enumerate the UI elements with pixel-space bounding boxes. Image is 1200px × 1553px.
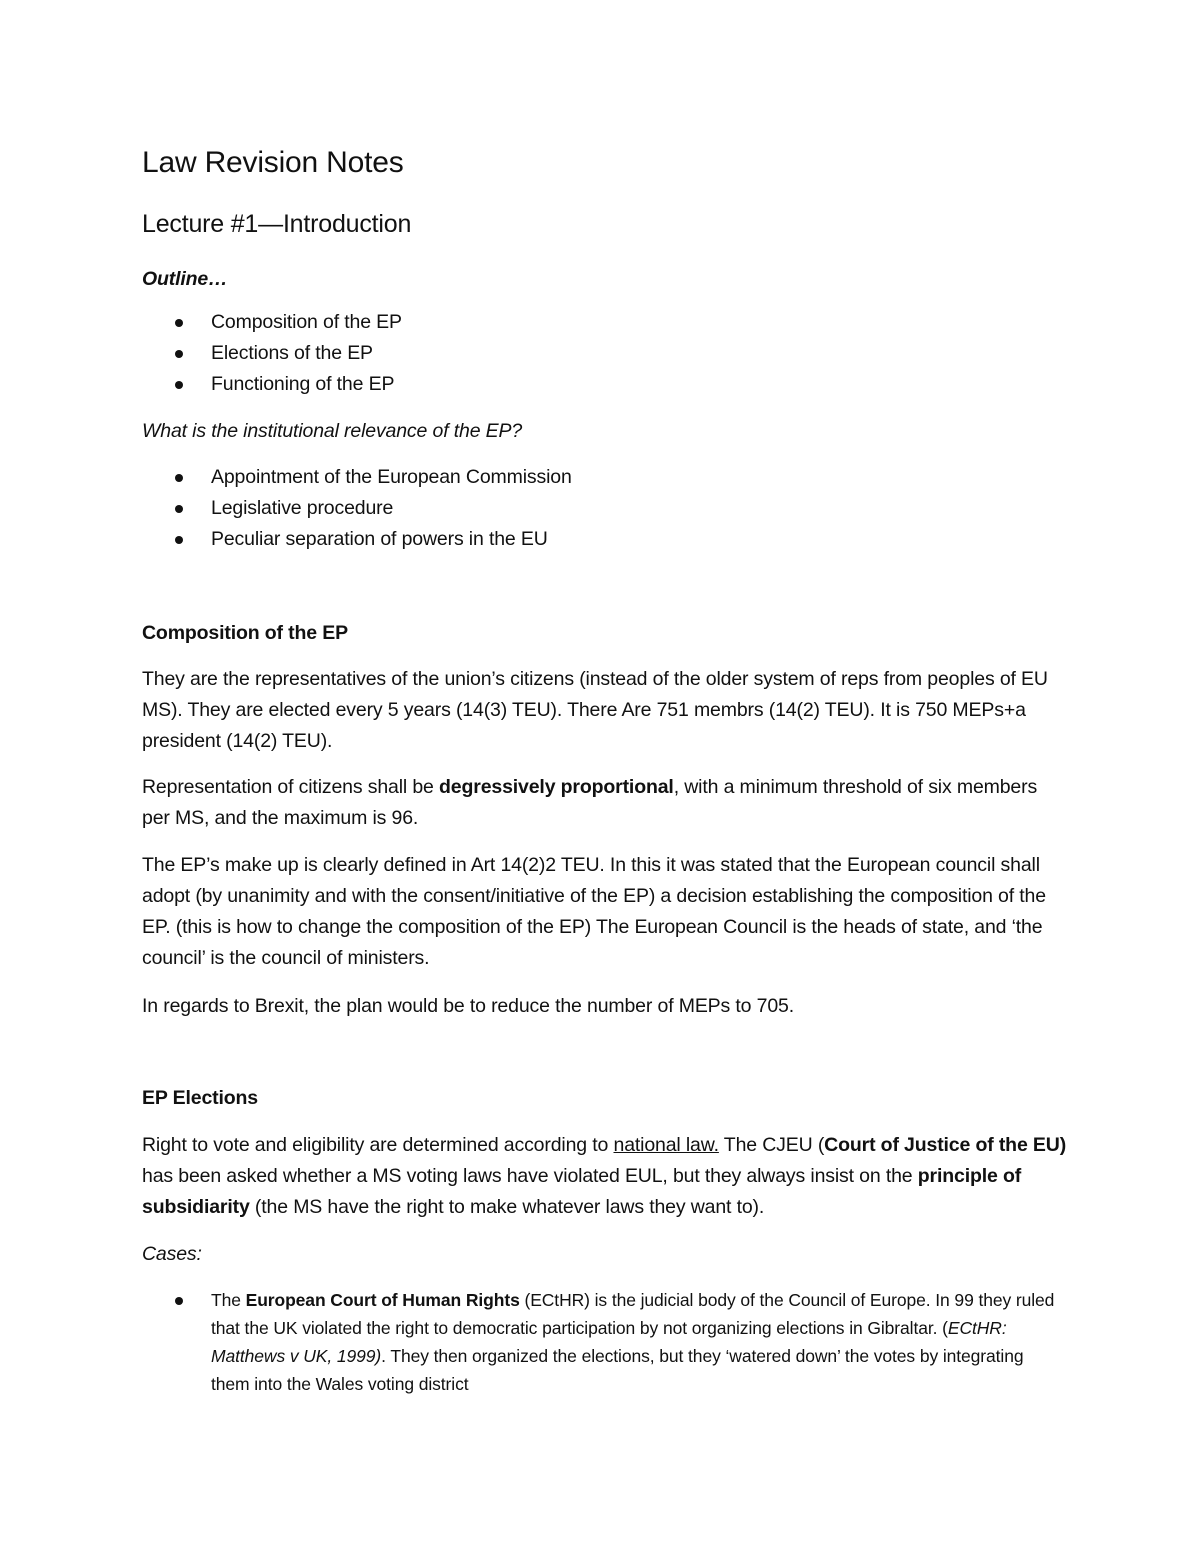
elections-paragraph: Right to vote and eligibility are determined according to national law. The CJEU (Court of Justice of the EU) has been asked whether a MS voting laws have violated EUL, but they always insist on the principle of subsidiarity (the MS have the right to make whatever laws they want to). (142, 1134, 1067, 1218)
composition-paragraph-4: In regards to Brexit, the plan would be to reduce the number of MEPs to 705. (142, 995, 794, 1017)
bullet-icon (175, 474, 183, 482)
list-item: Peculiar separation of powers in the EU (142, 524, 1042, 555)
list-item: Appointment of the European Commission (142, 462, 1042, 493)
bullet-icon (175, 505, 183, 513)
composition-paragraph-1: They are the representatives of the union’s citizens (instead of the older system of reps from peoples of EU MS). They are elected every 5 years (14(3) TEU). There Are 751 membrs (14(2) TEU). It is 750 MEPs+a president (14(2) TEU). (142, 668, 1048, 752)
list-item: Functioning of the EP (142, 369, 1042, 400)
document-title: Law Revision Notes (142, 146, 404, 179)
list-item: The European Court of Human Rights (ECtHR) is the judicial body of the Council of Europe. In 99 they ruled that the UK violated the right to democratic participation by not organizing elections in Gibraltar. (ECtHR: Matthews v UK, 1999). They then organized the elections, but they ‘watered down’ the votes by integrating them into the Wales voting district (142, 1286, 1062, 1398)
relevance-question: What is the institutional relevance of the EP? (142, 420, 523, 442)
composition-paragraph-3: The EP’s make up is clearly defined in Art 14(2)2 TEU. In this it was stated that the European council shall adopt (by unanimity and with the consent/initiative of the EP) a decision establishing the composition of the EP. (this is how to change the composition of the EP) The European Council is the heads of state, and ‘the council’ is the council of ministers. (142, 854, 1046, 969)
list-item: Legislative procedure (142, 493, 1042, 524)
composition-heading: Composition of the EP (142, 622, 348, 644)
list-item: Elections of the EP (142, 338, 1042, 369)
composition-paragraph-2: Representation of citizens shall be degressively proportional, with a minimum threshold of six members per MS, and the maximum is 96. (142, 776, 1038, 829)
bullet-icon (175, 350, 183, 358)
lecture-heading: Lecture #1—Introduction (142, 210, 412, 238)
list-item: Composition of the EP (142, 307, 1042, 338)
elections-heading: EP Elections (142, 1087, 258, 1109)
relevance-list (142, 462, 1042, 555)
bullet-icon (175, 536, 183, 544)
bullet-icon (175, 1297, 183, 1305)
outline-list (142, 307, 1042, 400)
bullet-icon (175, 381, 183, 389)
bullet-icon (175, 319, 183, 327)
outline-label: Outline… (142, 268, 228, 290)
cases-label: Cases: (142, 1243, 202, 1265)
cases-list (142, 1286, 1062, 1398)
